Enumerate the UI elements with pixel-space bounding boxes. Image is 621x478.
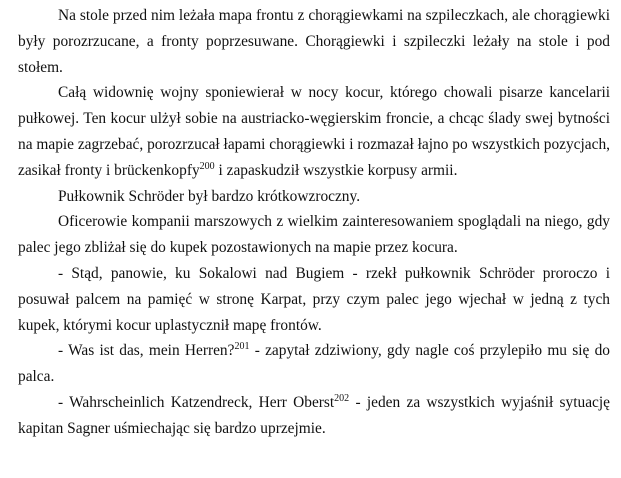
paragraph-text: Na stole przed nim leżała mapa frontu z chorągiewkami na szpileczkach, ale chorągiewki były porozrzucane, a fronty poprzesuwane. Chorągiewki i szpileczki leżały na stole i pod stołem. — [18, 7, 610, 76]
paragraph-text: - Was ist das, mein Herren? — [58, 342, 235, 360]
paragraph-1 — [18, 3, 610, 80]
paragraph-text: - zapytał zdziwiony, gdy nagle coś przylepiło mu się do palca. — [18, 342, 610, 386]
paragraph-2 — [18, 80, 610, 183]
document-page — [18, 0, 610, 442]
footnote-ref-202[interactable]: 202 — [334, 392, 350, 404]
paragraph-6 — [18, 338, 610, 390]
paragraph-4 — [18, 209, 610, 261]
paragraph-text: - Stąd, panowie, ku Sokalowi nad Bugiem - rzekł pułkownik Schröder proroczo i posuwał palcem na pamięć w stronę Karpat, przy czym palec jego wjechał w jedną z tych kupek, którymi kocur uplastycznił mapę frontów. — [18, 264, 610, 334]
paragraph-text: - Wahrscheinlich Katzendreck, Herr Oberst — [58, 393, 335, 411]
footnote-ref-201[interactable]: 201 — [234, 341, 250, 353]
paragraph-text: Pułkownik Schröder był bardzo krótkowzroczny. — [58, 187, 361, 205]
paragraph-text: i zapaskudził wszystkie korpusy armii. — [214, 161, 458, 179]
paragraph-text: - jeden za wszystkich wyjaśnił sytuację kapitan Sagner uśmiechając się bardzo uprzejmie. — [18, 393, 610, 437]
paragraph-text: Całą widownię wojny sponiewierał w nocy kocur, którego chowali pisarze kancelarii pułkowej. Ten kocur ulżył sobie na austriacko-węgierskim froncie, a chcąc ślady swej bytności na mapie zagrzebać, porozrzucał łapami chorągiewki i rozmazał łajno po wszystkich pozycjach, zasikał fronty i brückenkopfy — [18, 84, 610, 179]
paragraph-7 — [18, 390, 610, 442]
paragraph-5 — [18, 261, 610, 338]
footnote-ref-200[interactable]: 200 — [199, 160, 215, 172]
paragraph-3 — [18, 184, 610, 210]
paragraph-text: Oficerowie kompanii marszowych z wielkim zainteresowaniem spoglądali na niego, gdy palec jego zbliżał się do kupek pozostawionych na mapie przez kocura. — [18, 213, 610, 257]
